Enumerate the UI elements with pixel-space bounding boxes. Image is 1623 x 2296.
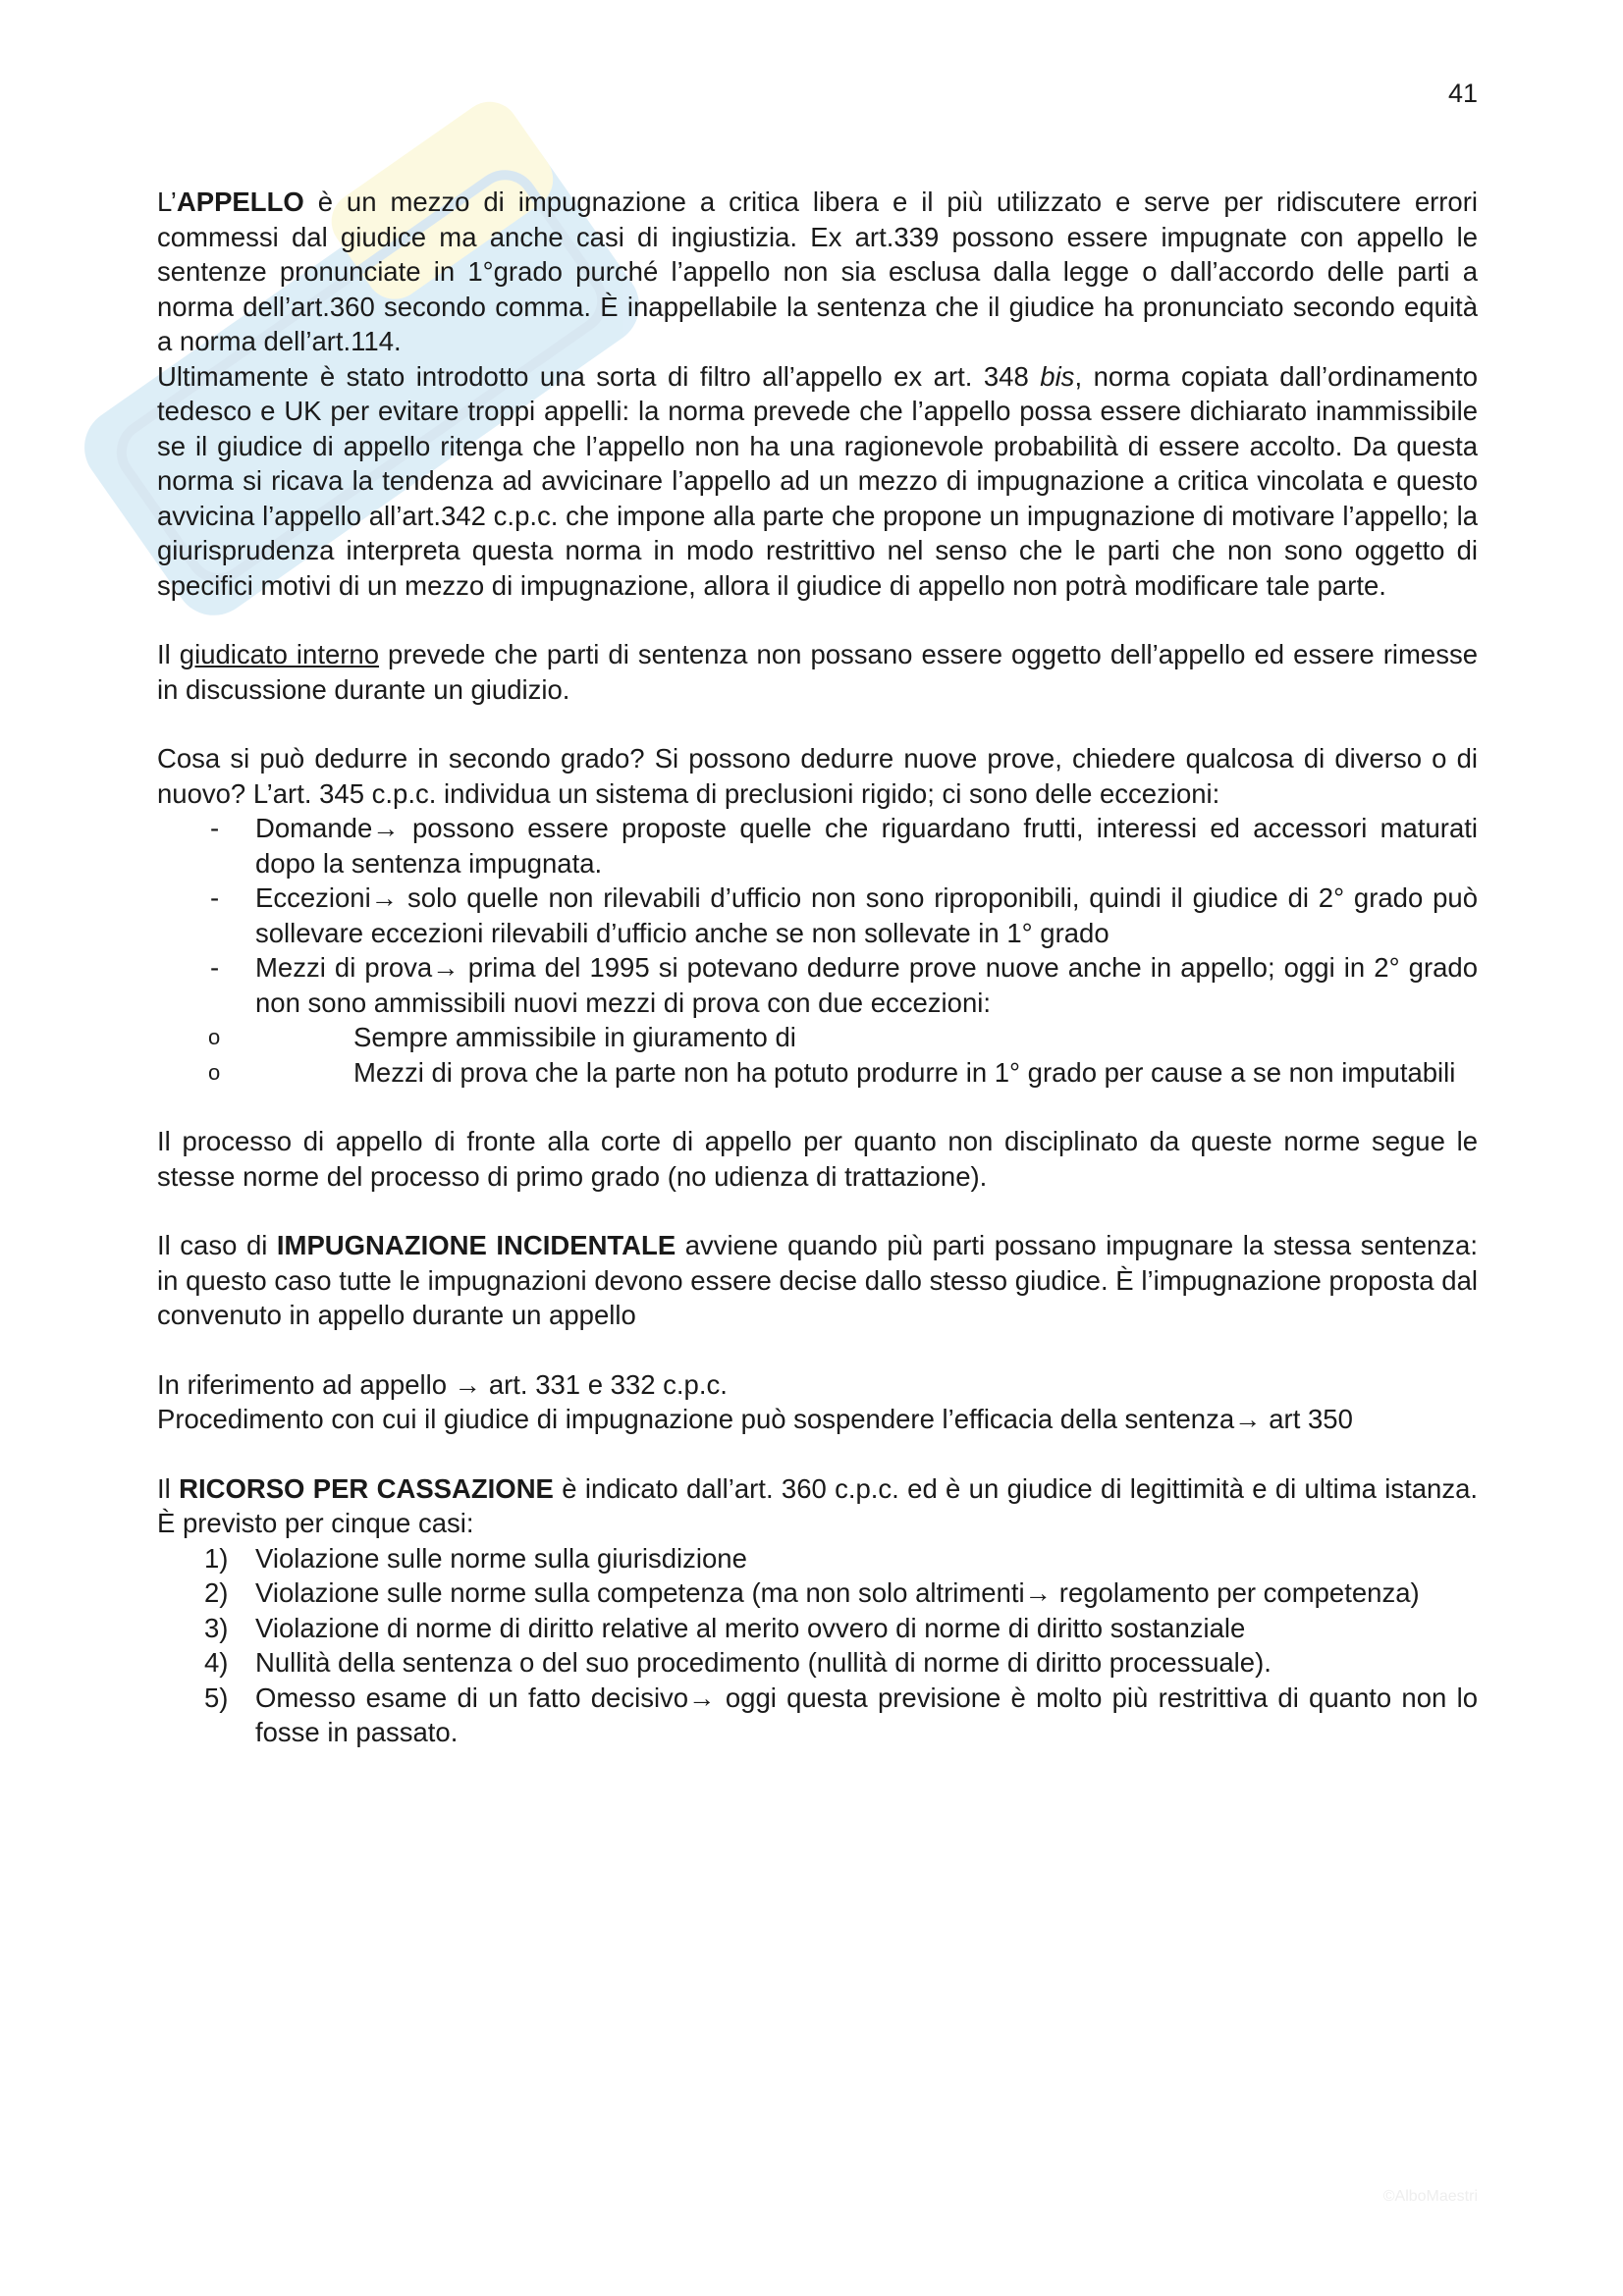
list-item: 5) Omesso esame di un fatto decisivo→ oggi questa previsione è molto più restrittiva di quanto non lo fosse in passato. (204, 1682, 1478, 1747)
exceptions-list (157, 811, 1478, 1090)
sub-list-item: o Sempre ammissibile in giuramento di (157, 1020, 1478, 1055)
list-item: 1) Violazione sulle norme sulla giurisdizione (204, 1542, 747, 1574)
paragraph-cassazione: Il RICORSO PER CASSAZIONE è indicato dall’art. 360 c.p.c. ed è un giudice di legittimità e di ultima istanza. È previsto per cinque casi: (157, 1472, 1479, 1538)
paragraph-filtro: Ultimamente è stato introdotto una sorta di filtro all’appello ex art. 348 bis, norma copiata dall’ordinamento tedesco e UK per evitare troppi appelli: la norma prevede che l’appello possa essere dichiarato inammissibile se il giudice di appello ritenga che l’appello non ha una ragionevole probabilità di essere accolto. Da questa norma si ricava la tendenza ad avvicinare l’appello ad un mezzo di impugnazione a critica vincolata e questo avvicina l’appello all’art.342 c.p.c. che impone alla parte che propone un impugnazione di motivare l’appello; la giurisprudenza interpreta questa norma in modo restrittivo nel senso che le parti che non sono oggetto di specifici motivi di un mezzo di impugnazione, allora il giudice di appello non potrà modificare tale parte. (157, 360, 1478, 601)
paragraph-incidentale: Il caso di IMPUGNAZIONE INCIDENTALE avviene quando più parti possano impugnare la stessa sentenza: in questo caso tutte le impugnazioni devono essere decise dallo stesso giudice. È l’impugnazione proposta dal convenuto in appello durante un appello (157, 1230, 1478, 1330)
paragraph-appello: L’APPELLO è un mezzo di impugnazione a critica libera e il più utilizzato e serve per ridiscutere errori commessi dal giudice ma anche casi di ingiustizia. Ex art.339 possono essere impugnate con appello le sentenze pronunciate in 1°grado purché l’appello non sia esclusa dalla legge o dall’accordo delle parti a norma dell’art.360 secondo comma. È inappellabile la sentenza che il giudice ha pronunciato secondo equità a norma dell’art.114. (157, 187, 1478, 356)
reference-line-1: In riferimento ad appello → art. 331 e 332 c.p.c. (157, 1368, 728, 1400)
term-ricorso-cassazione: RICORSO PER CASSAZIONE (179, 1472, 554, 1504)
list-item: 2) Violazione sulle norme sulla competenza (ma non solo altrimenti→ regolamento per competenza) (204, 1577, 1420, 1608)
footer-watermark-text: ©AlboMaestri (1382, 2188, 1478, 2205)
list-item: - Mezzi di prova→ prima del 1995 si potevano dedurre prove nuove anche in appello; oggi in 2° grado non sono ammissibili nuovi mezzi di prova con due eccezioni: o Sempre ammissibile in giuramento di o Mezzi di prova che la parte non ha potuto produrre in 1° grado per cause a se non imputabili (157, 950, 1478, 1090)
page-number: 41 (1447, 79, 1478, 108)
list-item: - Domande→ possono essere proposte quelle che riguardano frutti, interessi ed accessori maturati dopo la sentenza impugnata. (157, 811, 1478, 881)
list-item: - Eccezioni→ solo quelle non rilevabili d’ufficio non sono riproponibili, quindi il giudice di 2° grado può sollevare eccezioni rilevabili d’ufficio anche se non sollevate in 1° grado (157, 881, 1478, 950)
paragraph-secondo-grado: Cosa si può dedurre in secondo grado? Si possono dedurre nuove prove, chiedere qualcosa di diverso o di nuovo? L’art. 345 c.p.c. individua un sistema di preclusioni rigido; ci sono delle eccezioni: (157, 743, 1478, 809)
term-impugnazione-incidentale: IMPUGNAZIONE INCIDENTALE (276, 1230, 676, 1260)
paragraph-processo: Il processo di appello di fronte alla corte di appello per quanto non disciplinato da queste norme segue le stesse norme del processo di primo grado (no udienza di trattazione). (157, 1126, 1478, 1192)
list-item: 4) Nullità della sentenza o del suo procedimento (nullità di norme di diritto processuale). (204, 1647, 1271, 1678)
term-giudicato-interno: giudicato interno (179, 639, 380, 669)
cassazione-cases-list (157, 1541, 1478, 1750)
paragraph-giudicato: Il giudicato interno prevede che parti di sentenza non possano essere oggetto dell’appello ed essere rimesse in discussione durante un giudizio. (157, 639, 1478, 705)
italic-bis: bis (1040, 360, 1075, 392)
term-appello: APPELLO (176, 187, 304, 217)
sub-list-item: o Mezzi di prova che la parte non ha potuto produrre in 1° grado per cause a se non imputabili (157, 1055, 1478, 1091)
page-content (157, 185, 1478, 1750)
list-item: 3) Violazione di norme di diritto relative al merito ovvero di norme di diritto sostanziale (204, 1612, 1246, 1643)
reference-line-2: Procedimento con cui il giudice di impugnazione può sospendere l’efficacia della sentenza→ art 350 (157, 1404, 1353, 1434)
sub-exceptions-list (157, 1020, 1478, 1090)
